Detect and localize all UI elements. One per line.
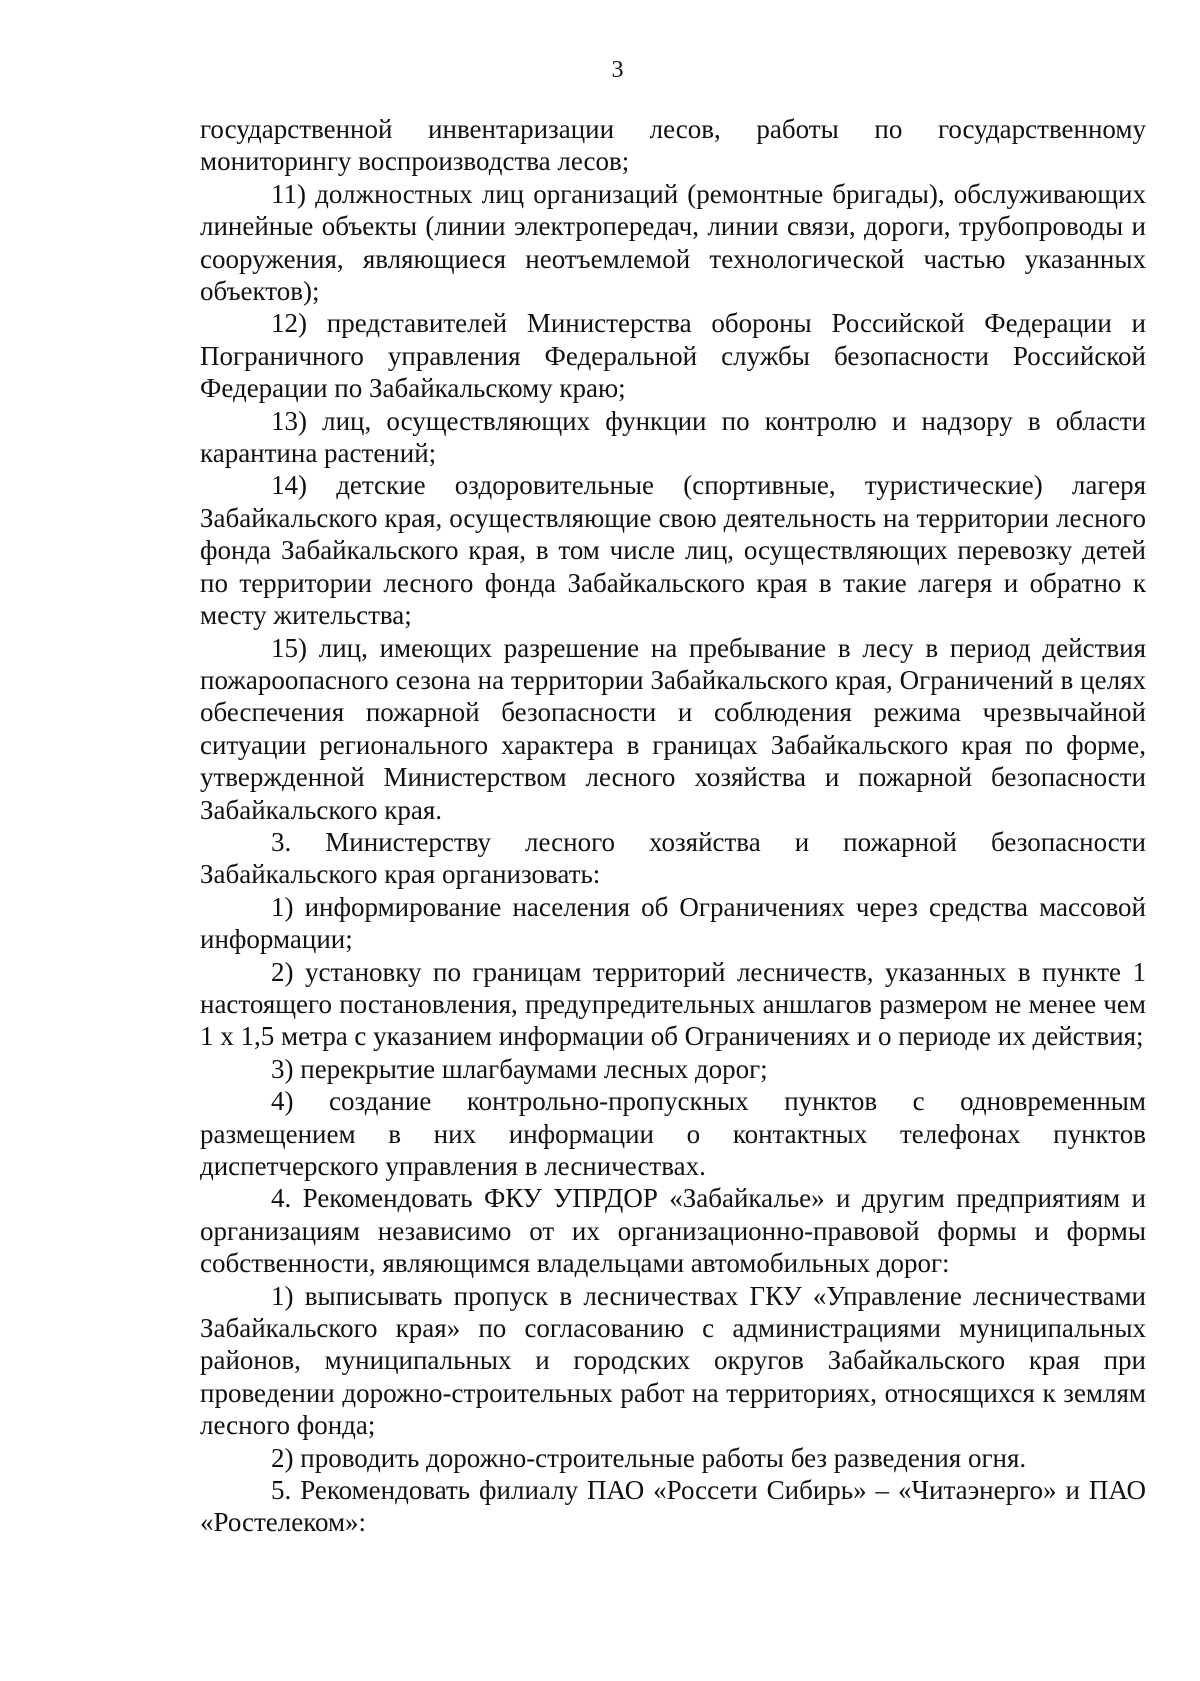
paragraph-continuation: государственной инвентаризации лесов, работы по государственному мониторингу воспроизводства лесов; <box>200 114 1146 177</box>
paragraph-point-3: 3. Министерству лесного хозяйства и пожарной безопасности Забайкальского края организовать: <box>200 826 1146 890</box>
paragraph-point-3-item-2: 2) установку по границам территорий лесничеств, указанных в пункте 1 настоящего постановления, предупредительных аншлагов размером не менее чем 1 х 1,5 метра с указанием информации об Ограничениях и о периоде их действия; <box>200 956 1146 1052</box>
paragraph-point-4: 4. Рекомендовать ФКУ УПРДОР «Забайкалье» и другим предприятиям и организациям независимо от их организационно-правовой формы и формы собственности, являющимся владельцами автомобильных дорог: <box>200 1183 1146 1279</box>
paragraph-item-11: 11) должностных лиц организаций (ремонтные бригады), обслуживающих линейные объекты (линии электропередач, линии связи, дороги, трубопроводы и сооружения, являющиеся неотъемлемой технологической частью указанных объектов); <box>200 178 1146 307</box>
paragraph-point-3-item-3: 3) перекрытие шлагбаумами лесных дорог; <box>271 1053 768 1084</box>
page-number: 3 <box>611 57 624 83</box>
paragraph-point-4-item-1: 1) выписывать пропуск в лесничествах ГКУ «Управление лесничествами Забайкальского края» по согласованию с администрациями муниципальных районов, муниципальных и городских округов Забайкальского края при проведении дорожно-строительных работ на территориях, относящихся к землям лесного фонда; <box>200 1280 1146 1441</box>
paragraph-point-3-item-1: 1) информирование населения об Ограничениях через средства массовой информации; <box>200 891 1146 955</box>
paragraph-point-4-item-2: 2) проводить дорожно-строительные работы без разведения огня. <box>271 1442 1027 1473</box>
paragraph-item-13: 13) лиц, осуществляющих функции по контролю и надзору в области карантина растений; <box>200 405 1146 469</box>
paragraph-point-3-item-4: 4) создание контрольно-пропускных пунктов с одновременным размещением в них информации о контактных телефонах пунктов диспетчерского управления в лесничествах. <box>200 1086 1146 1181</box>
paragraph-item-14: 14) детские оздоровительные (спортивные, туристические) лагеря Забайкальского края, осуществляющие свою деятельность на территории лесного фонда Забайкальского края, в том числе лиц, осуществляющих перевозку детей по территории лесного фонда Забайкальского края в такие лагеря и обратно к месту жительства; <box>200 470 1146 631</box>
paragraph-item-15: 15) лиц, имеющих разрешение на пребывание в лесу в период действия пожароопасного сезона на территории Забайкальского края, Ограничений в целях обеспечения пожарной безопасности и соблюдения режима чрезвычайной ситуации регионального характера в границах Забайкальского края по форме, утвержденной Министерством лесного хозяйства и пожарной безопасности Забайкальского края. <box>200 632 1146 825</box>
paragraph-point-5: 5. Рекомендовать филиалу ПАО «Россети Сибирь» – «Читаэнерго» и ПАО «Ростелеком»: <box>200 1475 1146 1538</box>
paragraph-item-12: 12) представителей Министерства обороны Российской Федерации и Пограничного управления Федеральной службы безопасности Российской Федерации по Забайкальскому краю; <box>200 308 1146 404</box>
document-body <box>200 113 1146 1539</box>
